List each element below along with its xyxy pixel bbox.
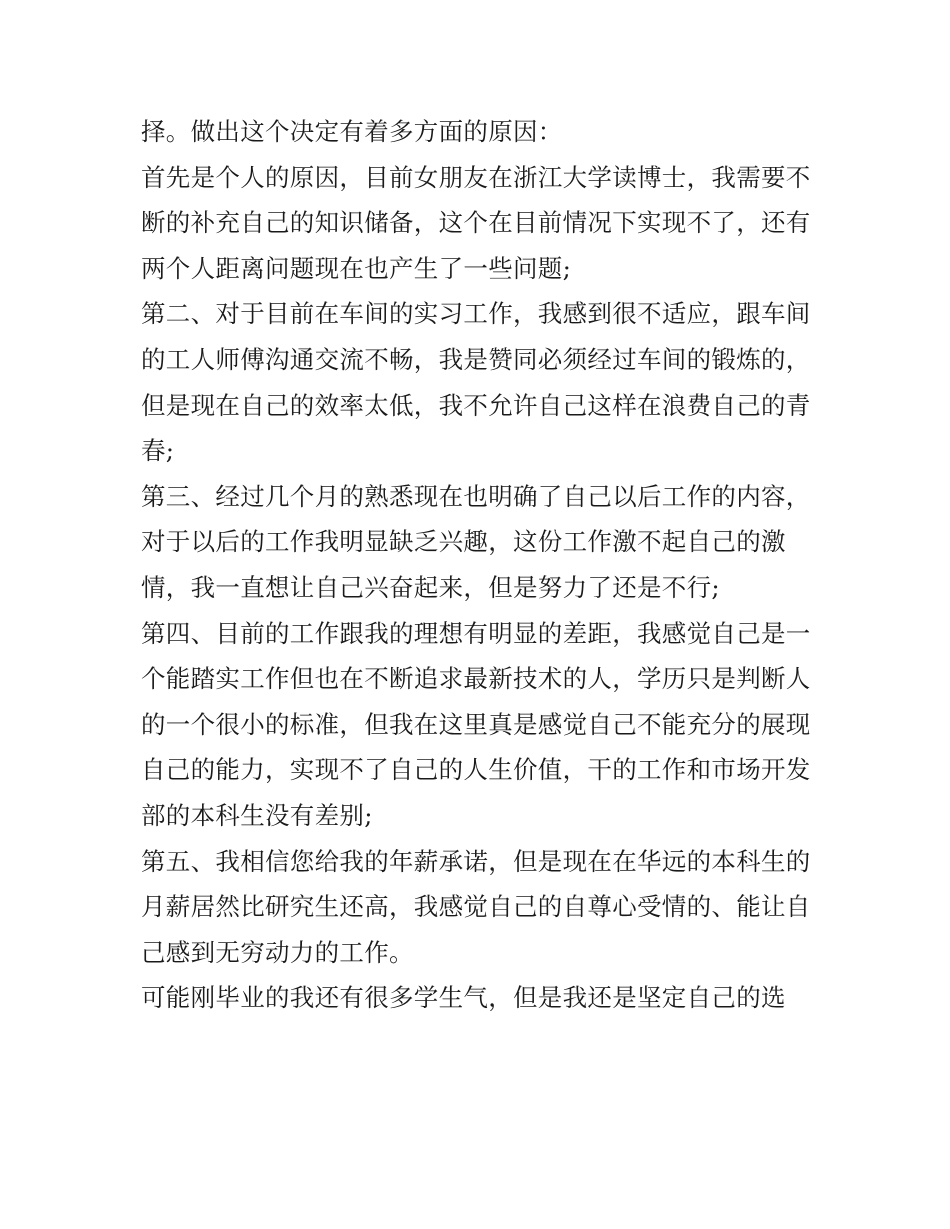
document-body [141,109,821,1021]
text-line: 可能刚毕业的我还有很多学生气，但是我还是坚定自己的选 [141,983,786,1013]
text-line: 断的补充自己的知识储备，这个在目前情况下实现不了，还有 [141,208,811,238]
text-line: 对于以后的工作我明显缺乏兴趣，这份工作激不起自己的激 [141,527,786,557]
text-line: 第二、对于目前在车间的实习工作，我感到很不适应，跟车间 [141,299,811,329]
text-line: 的工人师傅沟通交流不畅，我是赞同必须经过车间的锻炼的， [141,344,811,374]
text-line: 第五、我相信您给我的年薪承诺，但是现在在华远的本科生的 [141,846,811,876]
text-line: 春; [141,436,175,466]
text-line: 第三、经过几个月的熟悉现在也明确了自己以后工作的内容， [141,481,811,511]
text-line: 部的本科生没有差别; [141,800,373,830]
text-line: 的一个很小的标准，但我在这里真是感觉自己不能充分的展现 [141,709,811,739]
text-line: 两个人距离问题现在也产生了一些问题; [141,253,572,283]
text-line: 首先是个人的原因，目前女朋友在浙江大学读博士，我需要不 [141,162,811,192]
text-line: 第四、目前的工作跟我的理想有明显的差距，我感觉自己是一 [141,618,811,648]
text-line: 个能踏实工作但也在不断追求最新技术的人，学历只是判断人 [141,664,811,694]
text-line: 择。做出这个决定有着多方面的原因： [141,117,563,146]
text-line: 月薪居然比研究生还高，我感觉自己的自尊心受情的、能让自 [141,892,811,922]
text-line: 己感到无穷动力的工作。 [141,937,414,967]
text-line: 情，我一直想让自己兴奋起来，但是努力了还是不行; [141,572,720,602]
text-line: 但是现在自己的效率太低，我不允许自己这样在浪费自己的青 [141,390,811,420]
text-line: 自己的能力，实现不了自己的人生价值，干的工作和市场开发 [141,755,811,785]
